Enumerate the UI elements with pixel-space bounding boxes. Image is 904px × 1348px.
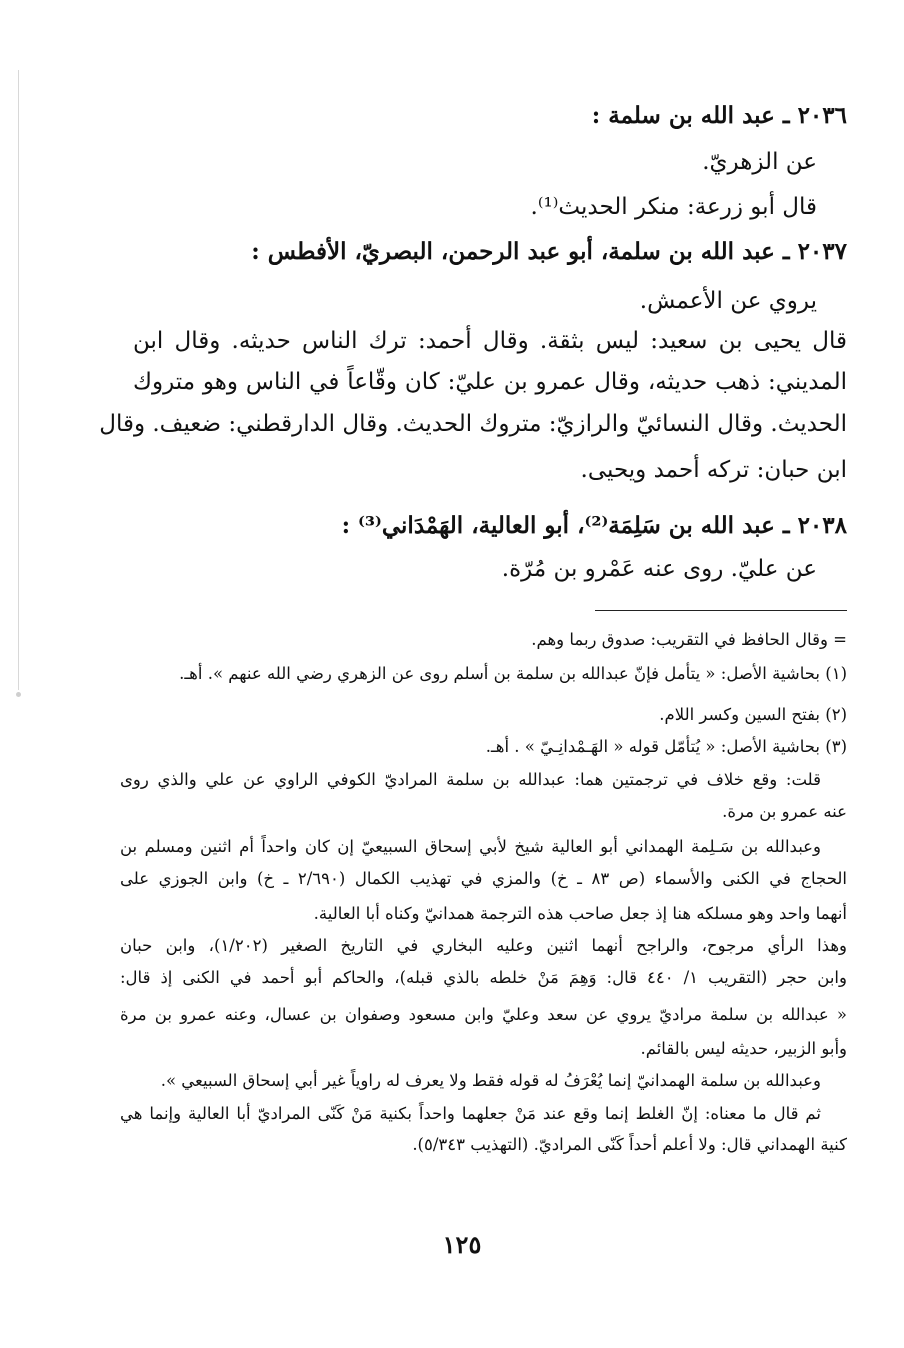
footnote-line: = وقال الحافظ في التقريب: صدوق ربما وهم.	[531, 630, 847, 649]
footnote-line: وعبدالله بن سَـلِمة الهمداني أبو العالية شيخ لأبي إسحاق السبيعيّ إن كان واحداً أم اثنين ومسلم بن	[120, 837, 821, 856]
footnote-line: أنهما واحد وهو مسلكه هنا إذ جعل صاحب هذه الترجمة همدانيّ وكناه أبا العالية.	[313, 904, 847, 923]
entry-heading: ٢٠٣٧ ـ عبد الله بن سلمة، أبو عبد الرحمن، البصريّ، الأفطس :	[251, 238, 847, 265]
footnote-line: عنه عمرو بن مرة.	[722, 802, 847, 821]
scan-edge-line	[18, 70, 19, 690]
entry-line: الحديث. وقال النسائيّ والرازيّ: متروك الحديث. وقال الدارقطني: ضعيف. وقال	[99, 411, 847, 437]
scan-edge-mark	[16, 692, 21, 697]
footnote-line: وابن حجر (التقريب ١/ ٤٤٠ قال: وَهِمَ مَنْ خلطه بالذي قبله)، والحاكم أبو أحمد في الكنى إذ قال:	[120, 968, 847, 987]
footnote-line: وأبو الزبير، حديثه ليس بالقائم.	[640, 1039, 847, 1058]
entry-line: قال يحيى بن سعيد: ليس بثقة. وقال أحمد: ترك الناس حديثه. وقال ابن	[133, 328, 847, 354]
entry-line: يروي عن الأعمش.	[639, 288, 817, 314]
entry-line: عن عليّ. روى عنه عَمْرو بن مُرّة.	[501, 556, 817, 582]
footnote-line: كنية الهمداني قال: ولا أعلم أحداً كَنّى المراديّ. (التهذيب ٥/٣٤٣).	[412, 1135, 847, 1154]
entry-line: المديني: ذهب حديثه، وقال عمرو بن عليّ: كان وقّاعاً في الناس وهو متروك	[133, 369, 847, 395]
footnote-line: (٢) بفتح السين وكسر اللام.	[659, 705, 847, 724]
entry-line: قال أبو زرعة: منكر الحديث⁽¹⁾.	[530, 194, 817, 220]
entry-line: ابن حبان: تركه أحمد ويحيى.	[580, 457, 847, 483]
footnote-separator	[595, 610, 847, 611]
footnote-line: قلت: وقع خلاف في ترجمتين هما: عبدالله بن سلمة المراديّ الكوفي الراوي عن علي والذي روى	[120, 770, 821, 789]
entry-heading: ٢٠٣٦ ـ عبد الله بن سلمة :	[591, 102, 847, 129]
footnote-line: ثم قال ما معناه: إنّ الغلط إنما وقع عند مَنْ جعلهما واحداً بكنية مَنْ كَنّى المراديّ أبا العالية وإنما هي	[120, 1104, 821, 1123]
entry-line: عن الزهريّ.	[702, 149, 817, 175]
footnote-line: وعبدالله بن سلمة الهمدانيّ إنما يُعْرَفُ له قوله فقط ولا يعرف له راوياً غير أبي إسحاق السبيعي ».	[160, 1071, 821, 1090]
footnote-line: (٣) بحاشية الأصل: « يُتأمّل قوله « الهَـمْدانِـيّ » . أهـ.	[485, 737, 847, 756]
footnote-line: (١) بحاشية الأصل: « يتأمل فإنّ عبدالله بن سلمة بن أسلم روى عن الزهري رضي الله عنهم ». أهـ.	[179, 664, 847, 683]
footnote-line: الحجاج في الكنى والأسماء (ص ٨٣ ـ خ) والمزي في تهذيب الكمال (٢/٦٩٠ ـ خ) وابن الجوزي على	[120, 869, 847, 888]
footnote-line: « عبدالله بن سلمة مراديّ يروي عن سعد وعليّ وابن مسعود وصفوان بن عسال، وعنه عمرو بن مرة	[120, 1005, 847, 1024]
entry-heading: ٢٠٣٨ ـ عبد الله بن سَلِمَة⁽²⁾، أبو العالية، الهَمْدَاني⁽³⁾ :	[341, 512, 847, 539]
footnote-line: وهذا الرأي مرجوح، والراجح أنهما اثنين وعليه البخاري في التاريخ الصغير (١/٢٠٢)، وابن حبان	[120, 936, 848, 955]
page-number: ١٢٥	[442, 1230, 482, 1259]
